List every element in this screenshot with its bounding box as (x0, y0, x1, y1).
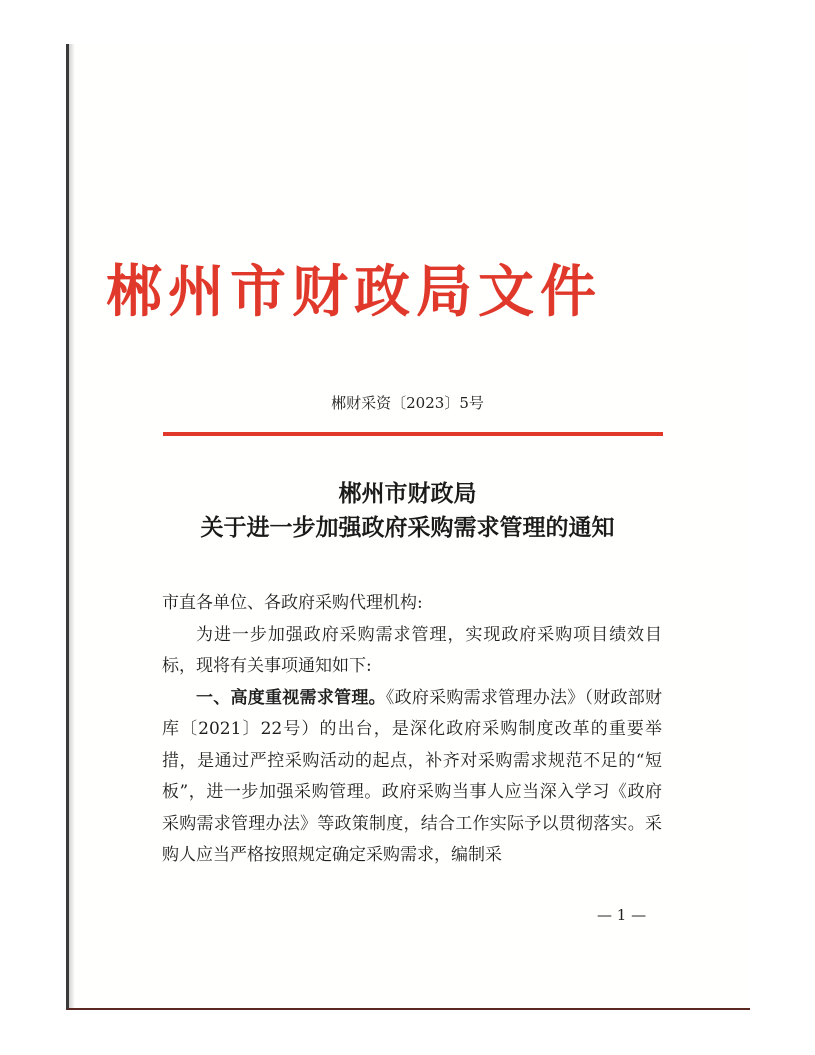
section-1-paragraph (162, 683, 662, 872)
recipients-line: 市直各单位、各政府采购代理机构: (162, 593, 423, 613)
section-1-heading: 一、高度重视需求管理。 (196, 687, 386, 708)
notice-title-line-1: 郴州市财政局 (338, 480, 477, 507)
red-divider-line (163, 432, 663, 436)
document-header-title: 郴州市财政局文件 (106, 260, 602, 325)
notice-title (0, 477, 815, 545)
notice-body (162, 588, 662, 872)
page-number: — 1 — (597, 906, 647, 924)
section-1-body: 《政府采购需求管理办法》（财政部财库〔2021〕22号）的出台，是深化政府采购制度改革的重要举措，是通过严控采购活动的起点，补齐对采购需求规范不足的“短板”，进一步加强采购管理。政府采购当事人应当深入学习《政府采购需求管理办法》等政策制度，结合工作实际予以贯彻落实。采购人应当严格按照规定确定采购需求，编制采 (162, 687, 663, 865)
notice-title-line-2: 关于进一步加强政府采购需求管理的通知 (200, 514, 615, 541)
document-number: 郴财采资〔2023〕5号 (331, 394, 484, 412)
intro-paragraph: 为进一步加强政府采购需求管理，实现政府采购项目绩效目标，现将有关事项通知如下: (162, 624, 662, 676)
